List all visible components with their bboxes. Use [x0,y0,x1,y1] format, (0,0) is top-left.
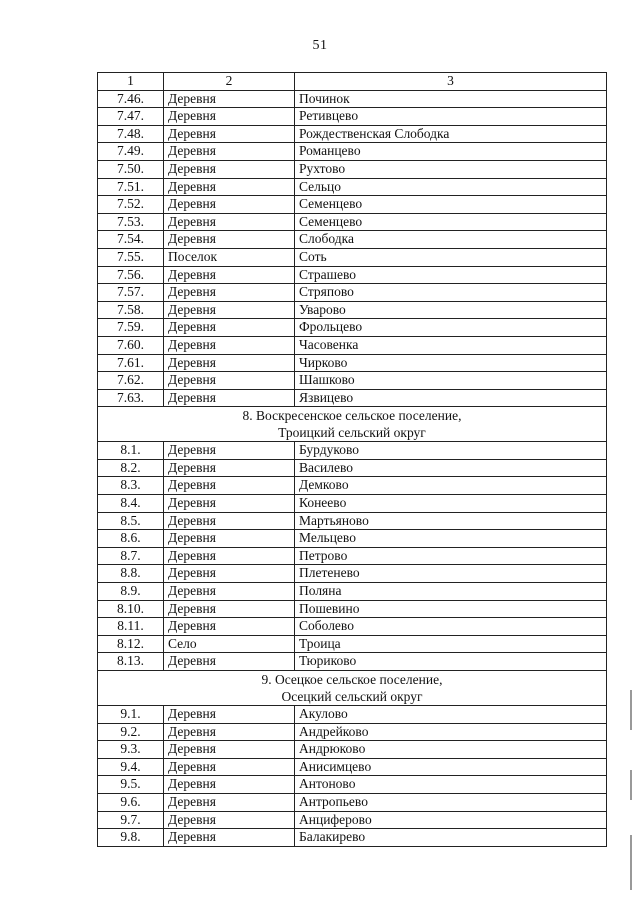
row-number: 9.7. [98,811,164,829]
table-row [98,811,607,829]
scan-margin-mark [630,770,632,800]
settlement-type: Деревня [164,512,295,530]
settlement-name: Василево [295,459,607,477]
row-number: 9.5. [98,776,164,794]
settlement-type: Деревня [164,653,295,671]
table-row [98,336,607,354]
row-number: 7.51. [98,178,164,196]
section-heading-line: 8. Воскресенское сельское поселение, [242,408,462,424]
settlement-type: Деревня [164,459,295,477]
settlement-name: Слободка [295,231,607,249]
table-row [98,530,607,548]
table-row [98,635,607,653]
row-number: 9.6. [98,793,164,811]
settlements-table [97,72,607,847]
settlement-name: Починок [295,90,607,108]
settlement-name: Антоново [295,776,607,794]
settlement-name: Семенцево [295,196,607,214]
row-number: 7.58. [98,301,164,319]
settlement-type: Деревня [164,108,295,126]
settlement-name: Стряпово [295,284,607,302]
settlement-type: Деревня [164,442,295,460]
settlement-name: Анисимцево [295,758,607,776]
settlement-type: Деревня [164,354,295,372]
row-number: 8.2. [98,459,164,477]
settlement-type: Деревня [164,741,295,759]
row-number: 7.56. [98,266,164,284]
row-number: 9.8. [98,829,164,847]
row-number: 7.53. [98,213,164,231]
table-row [98,143,607,161]
row-number: 9.3. [98,741,164,759]
scan-margin-mark [630,835,632,890]
row-number: 8.5. [98,512,164,530]
settlement-name: Фрольцево [295,319,607,337]
settlement-type: Деревня [164,547,295,565]
column-header-type: 2 [164,73,295,91]
settlement-type: Деревня [164,758,295,776]
settlement-type: Деревня [164,829,295,847]
row-number: 9.4. [98,758,164,776]
settlement-type: Деревня [164,389,295,407]
section-heading-line: 9. Осецкое сельское поселение, [261,672,443,687]
settlement-type: Деревня [164,196,295,214]
table-row [98,829,607,847]
settlement-type: Деревня [164,178,295,196]
settlement-type: Деревня [164,530,295,548]
settlement-name: Чирково [295,354,607,372]
table-row [98,354,607,372]
table-row [98,389,607,407]
settlement-type: Деревня [164,793,295,811]
table-row [98,758,607,776]
row-number: 7.60. [98,336,164,354]
table-row [98,284,607,302]
row-number: 7.46. [98,90,164,108]
table-row [98,583,607,601]
row-number: 8.10. [98,600,164,618]
row-number: 8.7. [98,547,164,565]
table-row [98,618,607,636]
table-row [98,706,607,724]
table-row [98,776,607,794]
settlement-type: Деревня [164,336,295,354]
row-number: 7.57. [98,284,164,302]
row-number: 8.9. [98,583,164,601]
table-row [98,319,607,337]
settlement-name: Уварово [295,301,607,319]
settlement-name: Мельцево [295,530,607,548]
settlement-name: Бурдуково [295,442,607,460]
row-number: 7.61. [98,354,164,372]
table-body [98,90,607,846]
section-heading-line: Осецкий сельский округ [281,689,423,704]
column-header-name: 3 [295,73,607,91]
settlement-name: Рождественская Слободка [295,125,607,143]
row-number: 7.62. [98,372,164,390]
row-number: 9.2. [98,723,164,741]
table-row [98,495,607,513]
settlement-type: Деревня [164,90,295,108]
settlement-type: Деревня [164,125,295,143]
row-number: 8.1. [98,442,164,460]
settlement-name: Демково [295,477,607,495]
table-row [98,372,607,390]
section-heading-row [98,407,607,442]
row-number: 8.12. [98,635,164,653]
settlement-type: Поселок [164,248,295,266]
section-heading-row [98,671,607,706]
table-row [98,741,607,759]
settlement-type: Деревня [164,372,295,390]
table-header-row [98,73,607,91]
table-row [98,477,607,495]
settlement-name: Акулово [295,706,607,724]
settlement-type: Деревня [164,319,295,337]
section-heading [98,671,607,706]
column-header-number: 1 [98,73,164,91]
table-row [98,231,607,249]
section-heading [98,407,607,442]
settlement-type: Деревня [164,143,295,161]
row-number: 8.3. [98,477,164,495]
settlement-type: Деревня [164,477,295,495]
settlement-name: Шашково [295,372,607,390]
settlement-name: Мартьяново [295,512,607,530]
table-row [98,196,607,214]
table-row [98,301,607,319]
settlement-name: Андрюково [295,741,607,759]
row-number: 9.1. [98,706,164,724]
table-row [98,213,607,231]
settlement-type: Деревня [164,600,295,618]
settlement-type: Село [164,635,295,653]
settlement-type: Деревня [164,231,295,249]
table-row [98,108,607,126]
settlement-name: Романцево [295,143,607,161]
settlement-type: Деревня [164,618,295,636]
settlement-type: Деревня [164,811,295,829]
settlement-name: Антропьево [295,793,607,811]
settlement-name: Троица [295,635,607,653]
settlement-name: Соть [295,248,607,266]
table-row [98,723,607,741]
settlement-name: Часовенка [295,336,607,354]
settlement-name: Плетенево [295,565,607,583]
settlement-type: Деревня [164,565,295,583]
settlement-type: Деревня [164,213,295,231]
settlement-name: Конеево [295,495,607,513]
settlement-type: Деревня [164,723,295,741]
row-number: 7.63. [98,389,164,407]
settlement-name: Тюриково [295,653,607,671]
row-number: 8.8. [98,565,164,583]
scan-margin-mark [630,690,632,730]
table-row [98,793,607,811]
table-row [98,547,607,565]
settlement-type: Деревня [164,776,295,794]
table-row [98,442,607,460]
row-number: 7.55. [98,248,164,266]
page-number: 51 [312,38,328,53]
row-number: 7.48. [98,125,164,143]
settlement-name: Петрово [295,547,607,565]
row-number: 7.49. [98,143,164,161]
settlement-name: Поляна [295,583,607,601]
row-number: 7.50. [98,160,164,178]
table-row [98,160,607,178]
settlement-name: Рухтово [295,160,607,178]
table-row [98,248,607,266]
settlement-type: Деревня [164,301,295,319]
settlement-name: Андрейково [295,723,607,741]
table-row [98,600,607,618]
settlement-name: Пошевино [295,600,607,618]
row-number: 8.11. [98,618,164,636]
table-row [98,90,607,108]
table-row [98,653,607,671]
row-number: 8.6. [98,530,164,548]
row-number: 7.47. [98,108,164,126]
settlement-name: Сельцо [295,178,607,196]
settlement-name: Анциферово [295,811,607,829]
table-row [98,178,607,196]
section-heading-line: Троицкий сельский округ [278,425,426,441]
settlement-type: Деревня [164,160,295,178]
row-number: 8.13. [98,653,164,671]
table-row [98,512,607,530]
row-number: 7.52. [98,196,164,214]
row-number: 7.59. [98,319,164,337]
settlement-name: Страшево [295,266,607,284]
table-row [98,266,607,284]
settlement-name: Язвицево [295,389,607,407]
settlement-type: Деревня [164,284,295,302]
settlement-type: Деревня [164,266,295,284]
table-row [98,459,607,477]
settlement-name: Балакирево [295,829,607,847]
settlement-type: Деревня [164,583,295,601]
row-number: 7.54. [98,231,164,249]
settlement-type: Деревня [164,706,295,724]
row-number: 8.4. [98,495,164,513]
table-row [98,125,607,143]
settlement-name: Семенцево [295,213,607,231]
settlement-name: Соболево [295,618,607,636]
settlement-name: Ретивцево [295,108,607,126]
table-row [98,565,607,583]
settlement-type: Деревня [164,495,295,513]
